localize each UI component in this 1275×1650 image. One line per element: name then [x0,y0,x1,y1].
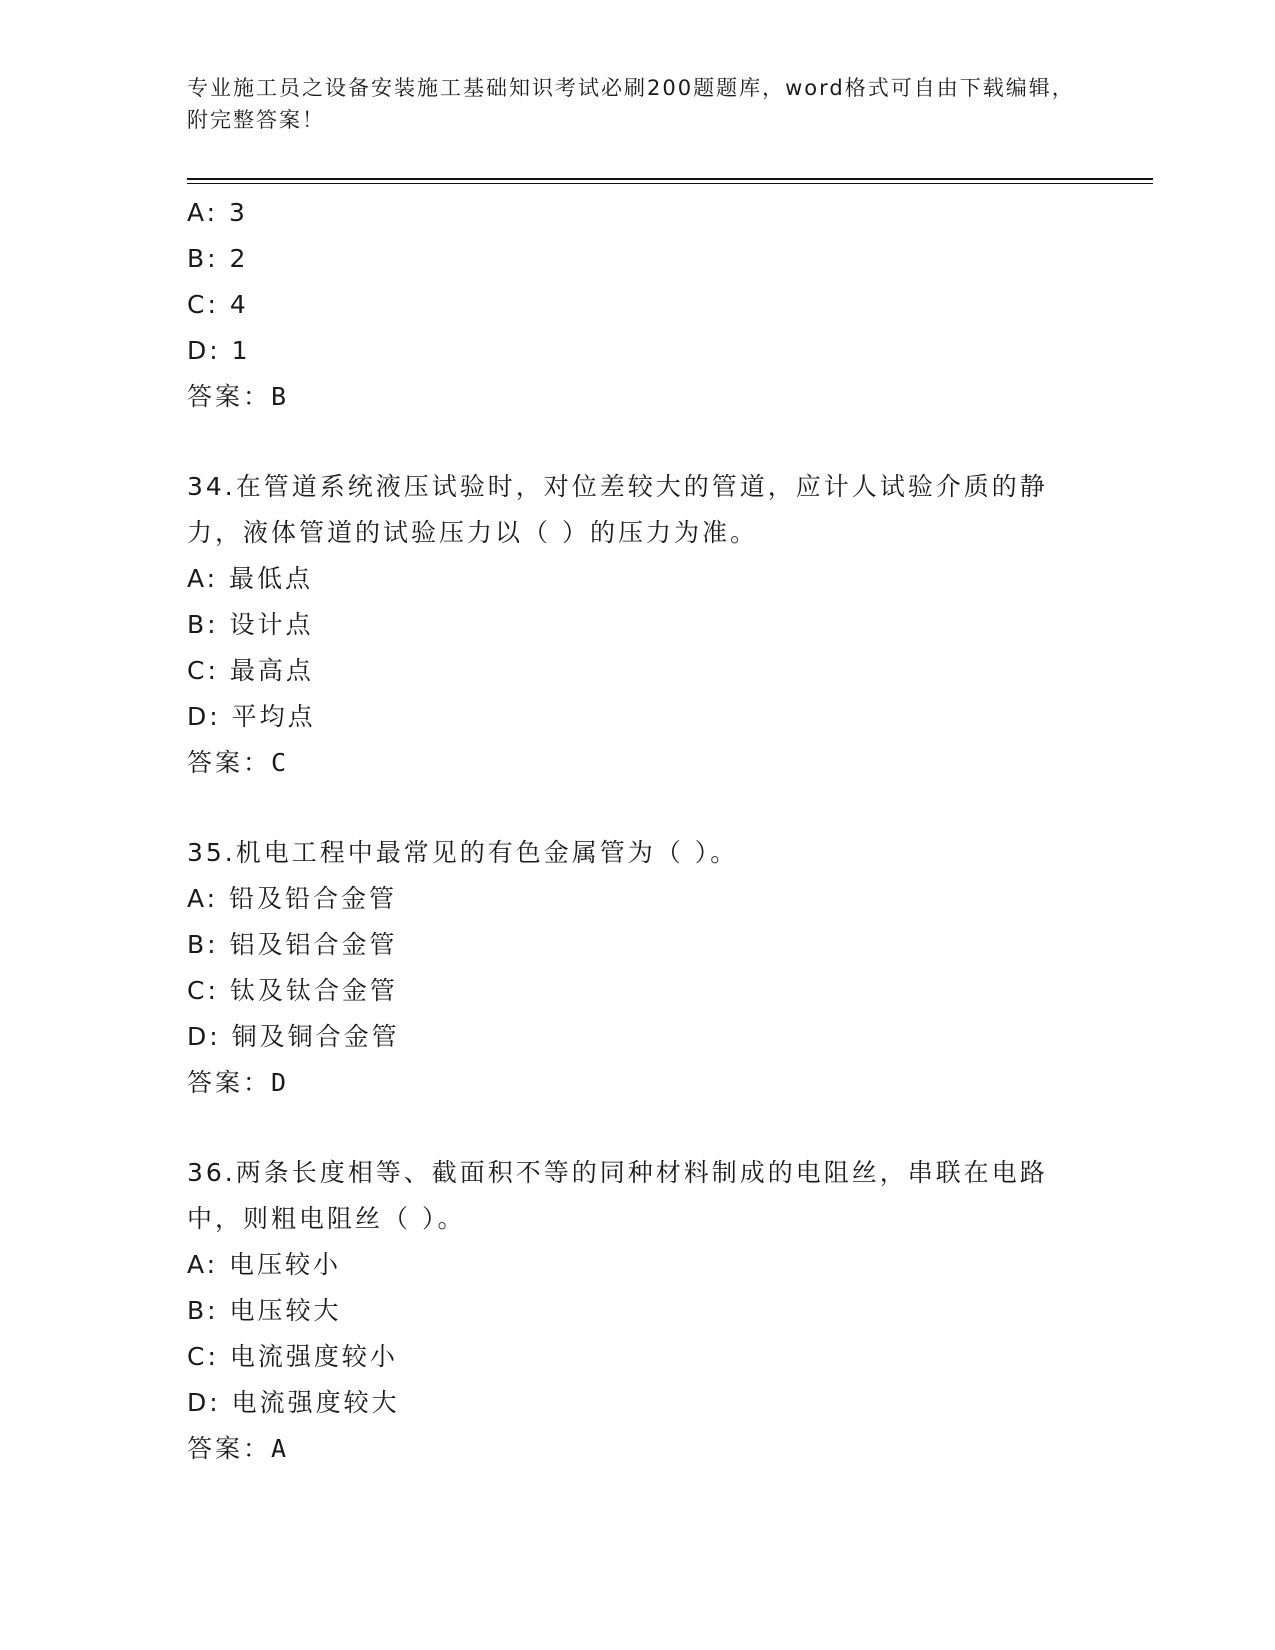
option-b: B: 设计点 [187,610,314,639]
answer-line [187,1426,1087,1472]
answer-label: 答案： [187,382,272,411]
question-block-35 [187,830,1087,1106]
option-a: A: 最低点 [187,564,314,593]
question-list [187,190,1087,1472]
question-stem: 34.在管道系统液压试验时，对位差较大的管道，应计人试验介质的静力，液体管道的试验压力以（ ）的压力为准。 [187,472,1048,547]
question-block-36 [187,1150,1087,1472]
option-a: A: 3 [187,198,248,227]
answer-value: B [271,382,287,411]
option-b: B: 2 [187,244,249,273]
option-d: D: 平均点 [187,702,316,731]
option-c: C: 电流强度较小 [187,1342,398,1371]
option-d: D: 1 [187,336,251,365]
question-stem: 35.机电工程中最常见的有色金属管为（ ）。 [187,838,739,867]
question-stem: 36.两条长度相等、截面积不等的同种材料制成的电阻丝，串联在电路中，则粗电阻丝（ ）。 [187,1158,1048,1233]
answer-line [187,1060,1087,1106]
option-d: D: 电流强度较大 [187,1388,400,1417]
question-block-33 [187,190,1087,420]
option-d: D: 铜及铜合金管 [187,1022,400,1051]
option-a: A: 电压较小 [187,1250,342,1279]
option-c: C: 最高点 [187,656,314,685]
option-a: A: 铅及铅合金管 [187,884,398,913]
answer-line [187,740,1087,786]
option-b: B: 电压较大 [187,1296,342,1325]
answer-label: 答案： [187,748,272,777]
option-c: C: 钛及钛合金管 [187,976,398,1005]
answer-label: 答案： [187,1068,272,1097]
answer-label: 答案： [187,1434,272,1463]
answer-value: D [271,1068,287,1097]
option-b: B: 铝及铝合金管 [187,930,398,959]
page-header: 专业施工员之设备安装施工基础知识考试必刷200题题库，word格式可自由下载编辑，附完整答案！ [187,76,1075,132]
answer-value: C [271,748,287,777]
answer-line [187,374,1087,420]
answer-value: A [271,1434,287,1463]
header-divider [187,178,1153,180]
option-c: C: 4 [187,290,249,319]
header-divider-thin [187,183,1153,184]
question-block-34 [187,464,1087,786]
